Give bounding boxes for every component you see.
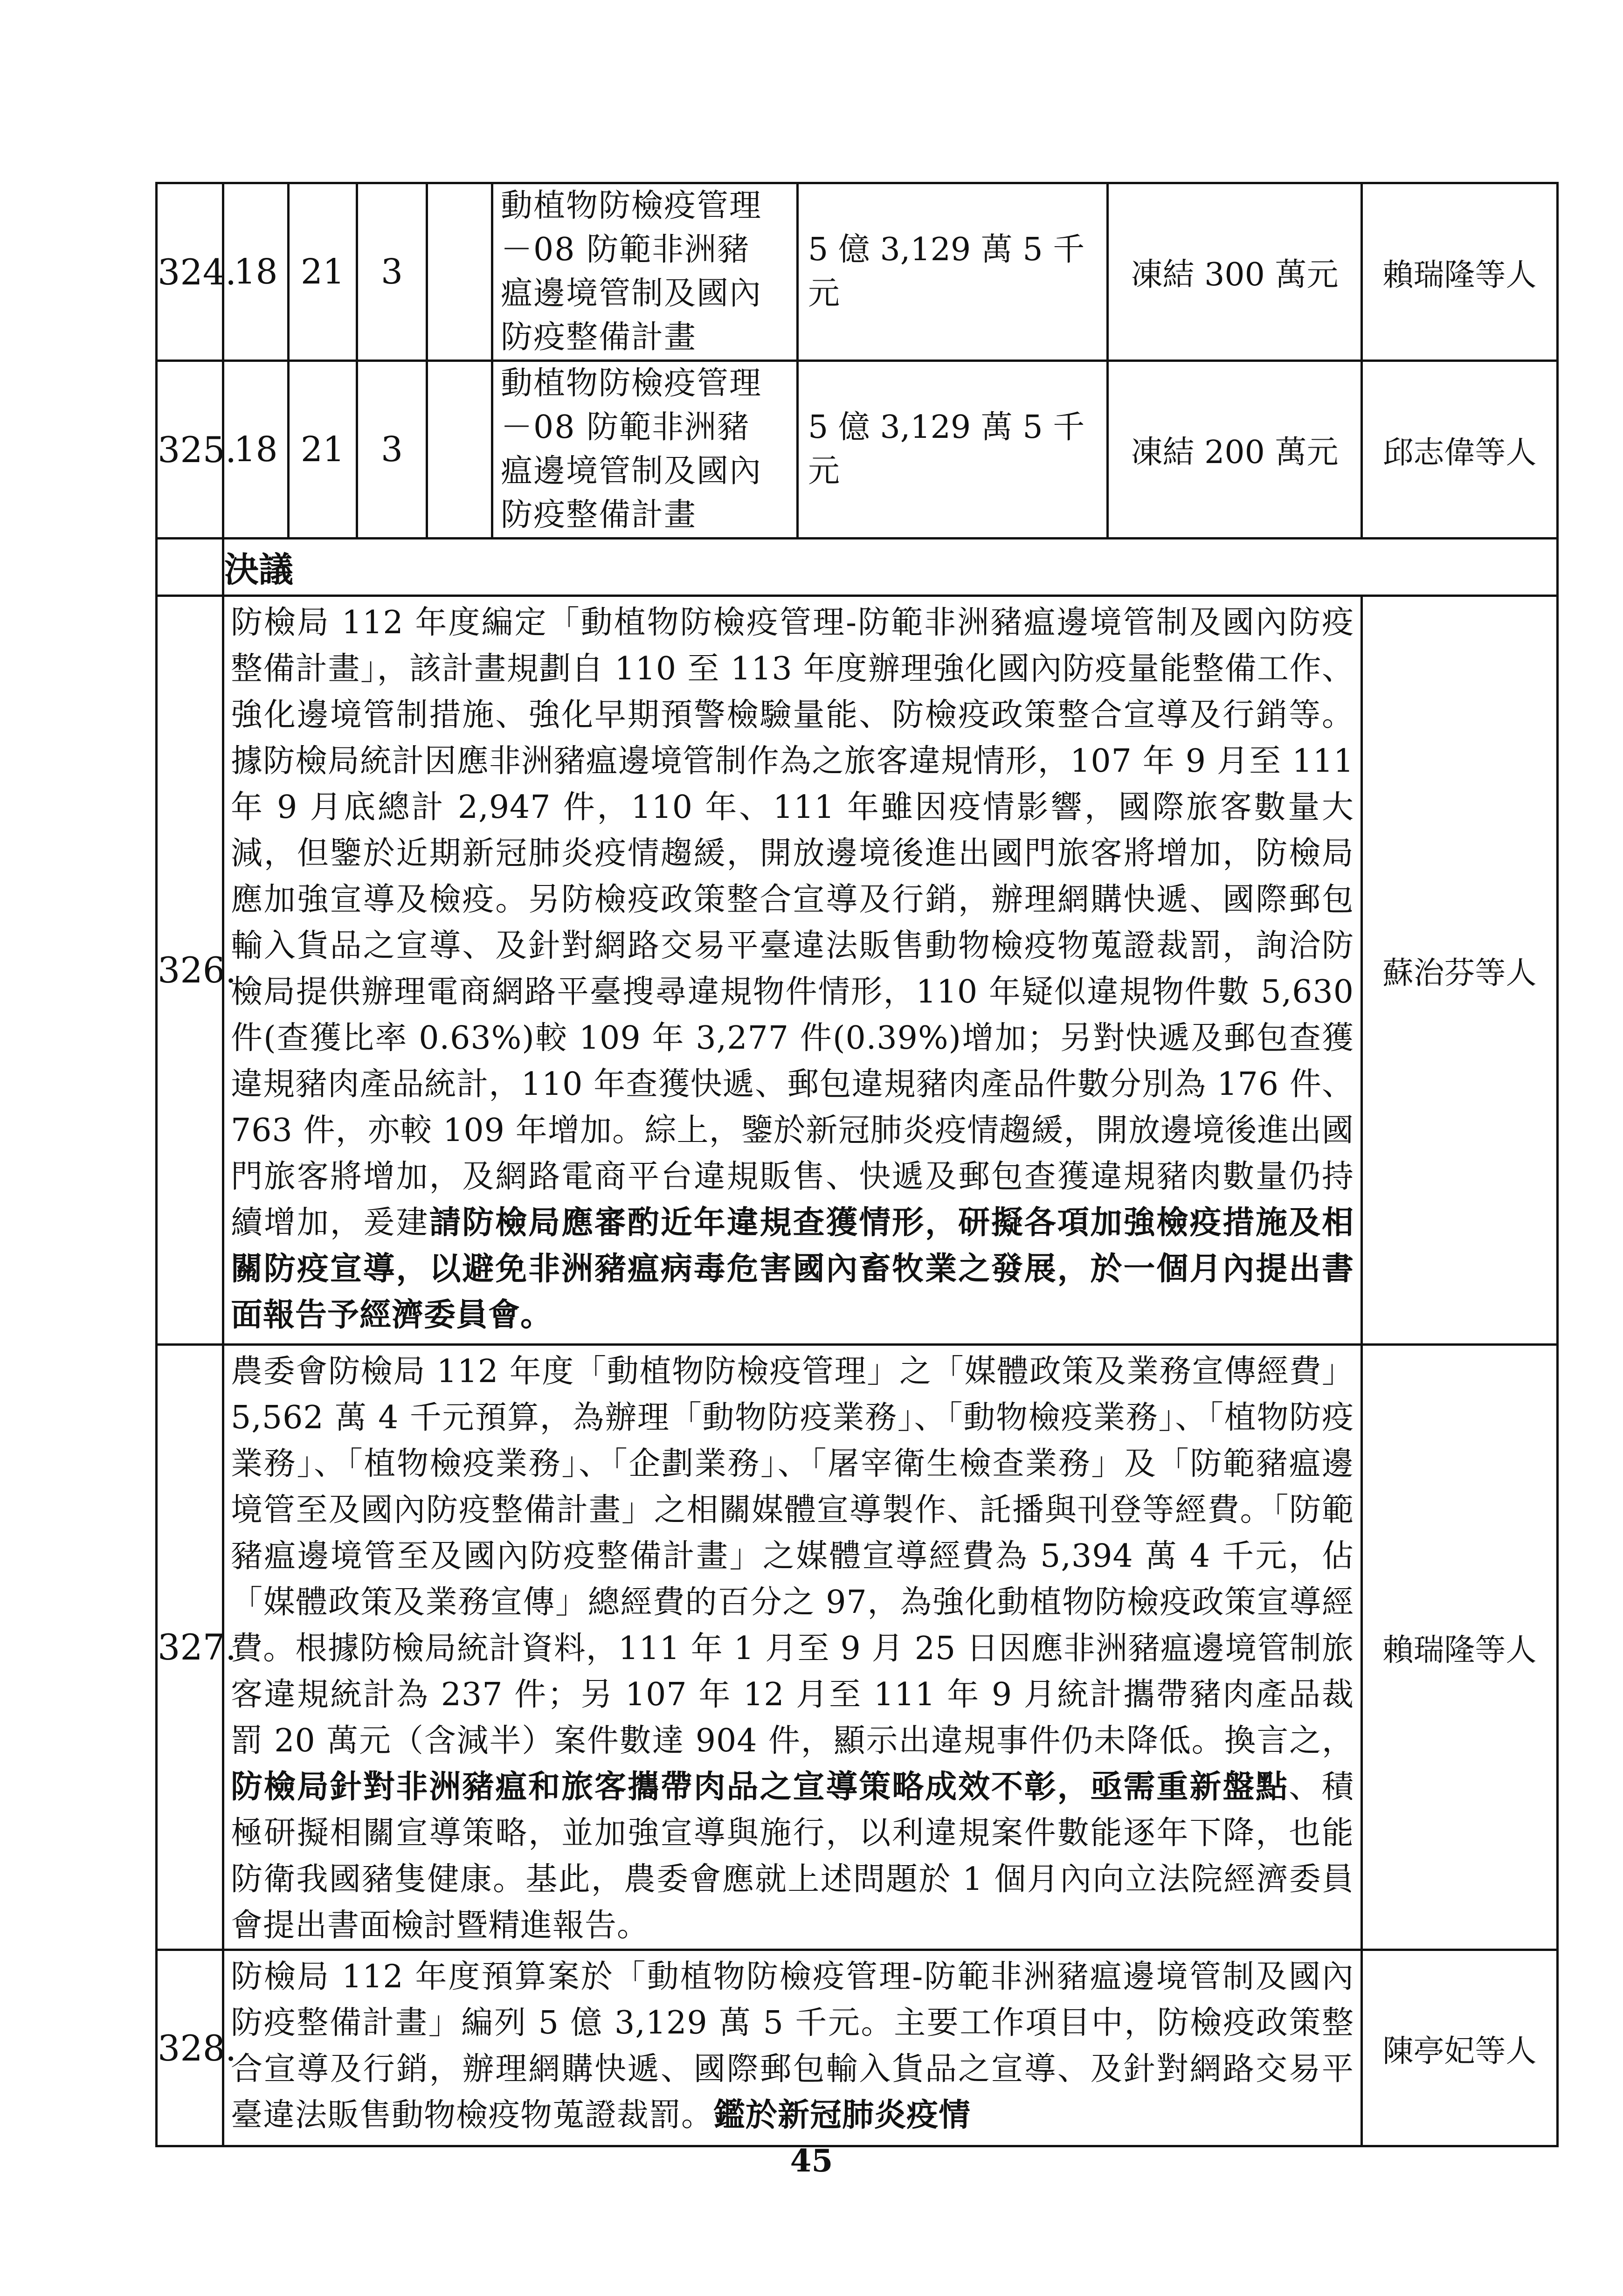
empty-cell	[427, 361, 492, 539]
action-cell: 凍結 300 萬元	[1108, 183, 1362, 361]
table-row	[157, 596, 1558, 1345]
proposer-cell: 賴瑞隆等人	[1362, 1345, 1558, 1950]
row-number: 325.	[157, 361, 223, 539]
row-number: 328.	[157, 1950, 223, 2146]
row-number: 324.	[157, 183, 223, 361]
code-cell: 21	[289, 183, 357, 361]
resolution-text-plain: 農委會防檢局 112 年度「動植物防檢疫管理」之「媒體政策及業務宣傳經費」5,562 萬 4 千元預算，為辦理「動物防疫業務」、「動物檢疫業務」、「植物防疫業務」、「植物檢疫業務」、「企劃業務」、「屠宰衛生檢查業務」及「防範豬瘟邊境管至及國內防疫整備計畫」之相關媒體宣導製作、託播與刊登等經費。「防範豬瘟邊境管至及國內防疫整備計畫」之媒體宣導經費為 5,394 萬 4 千元，佔「媒體政策及業務宣傳」總經費的百分之 97，為強化動植物防檢疫政策宣導經費。根據防檢局統計資料，111 年 1 月至 9 月 25 日因應非洲豬瘟邊境管制旅客違規統計為 237 件；另 107 年 12 月至 111 年 9 月統計攜帶豬肉產品裁罰 20 萬元（含減半）案件數達 904 件，顯示出違規事件仍未降低。換言之，	[231, 1353, 1354, 1759]
amount-line: 5 億 3,129 萬 5 千	[808, 231, 1085, 268]
amount-cell	[798, 361, 1108, 539]
item-line: 防疫整備計畫	[501, 497, 697, 533]
section-header: 決議	[223, 539, 1558, 596]
resolution-text	[223, 1950, 1362, 2146]
item-name-cell	[492, 361, 798, 539]
section-header-row	[157, 539, 1558, 596]
resolution-text-plain: 防檢局 112 年度預算案於「動植物防檢疫管理-防範非洲豬瘟邊境管制及國內防疫整備計畫」編列 5 億 3,129 萬 5 千元。主要工作項目中，防檢疫政策整合宣導及行銷，辦理網購快遞、國際郵包輸入貨品之宣導、及針對網路交易平臺違法販售動物檢疫物蒐證裁罰。	[231, 1958, 1354, 2134]
item-line: 瘟邊境管制及國內	[501, 453, 762, 490]
item-name-cell	[492, 183, 798, 361]
page-number: 45	[790, 2143, 833, 2179]
table-row	[157, 361, 1558, 539]
item-line: 動植物防檢疫管理	[501, 365, 762, 402]
resolution-text	[223, 596, 1362, 1345]
proposer-cell: 邱志偉等人	[1362, 361, 1558, 539]
resolution-text-plain: 防檢局 112 年度編定「動植物防檢疫管理-防範非洲豬瘟邊境管制及國內防疫整備計畫」，該計畫規劃自 110 至 113 年度辦理強化國內防疫量能整備工作、強化邊境管制措施、強化早期預警檢驗量能、防檢疫政策整合宣導及行銷等。據防檢局統計因應非洲豬瘟邊境管制作為之旅客違規情形，107 年 9 月至 111 年 9 月底總計 2,947 件，110 年、111 年雖因疫情影響，國際旅客數量大減，但鑒於近期新冠肺炎疫情趨緩，開放邊境後進出國門旅客將增加，防檢局應加強宣導及檢疫。另防檢疫政策整合宣導及行銷，辦理網購快遞、國際郵包輸入貨品之宣導、及針對網路交易平臺違法販售動物檢疫物蒐證裁罰，詢洽防檢局提供辦理電商網路平臺搜尋違規物件情形，110 年疑似違規物件數 5,630 件(查獲比率 0.63%)較 109 年 3,277 件(0.39%)增加；另對快遞及郵包查獲違規豬肉產品統計，110 年查獲快遞、郵包違規豬肉產品件數分別為 176 件、763 件，亦較 109 年增加。綜上，鑒於新冠肺炎疫情趨緩，開放邊境後進出國門旅客將增加，及網路電商平台違規販售、快遞及郵包查獲違規豬肉數量仍持續增加，爰建	[231, 604, 1354, 1241]
table-row	[157, 1950, 1558, 2146]
code-cell: 3	[357, 183, 427, 361]
amount-cell	[798, 183, 1108, 361]
item-line: 動植物防檢疫管理	[501, 187, 762, 224]
row-number: 326.	[157, 596, 223, 1345]
code-cell: 18	[223, 183, 289, 361]
resolution-text-tail: 、積極研擬相關宣導策略，並加強宣導與施行，以利違規案件數能逐年下降，也能防衛我國豬隻健康。基此，農委會應就上述問題於 1 個月內向立法院經濟委員會提出書面檢討暨精進報告。	[231, 1769, 1354, 1944]
header-blank-cell	[157, 539, 223, 596]
resolution-text-bold: 防檢局針對非洲豬瘟和旅客攜帶肉品之宣導策略成效不彰，亟需重新盤點	[231, 1768, 1289, 1805]
amount-line: 元	[808, 275, 840, 312]
proposer-cell: 陳亭妃等人	[1362, 1950, 1558, 2146]
resolution-text-bold: 請防檢局應審酌近年違規查獲情形，研擬各項加強檢疫措施及相關防疫宣導，以避免非洲豬瘟病毒危害國內畜牧業之發展，於一個月內提出書面報告予經濟委員會。	[231, 1204, 1354, 1334]
proposer-cell: 蘇治芬等人	[1362, 596, 1558, 1345]
resolution-text	[223, 1345, 1362, 1950]
item-line: －08 防範非洲豬	[501, 409, 750, 446]
empty-cell	[427, 183, 492, 361]
row-number: 327.	[157, 1345, 223, 1950]
item-line: 防疫整備計畫	[501, 319, 697, 356]
item-line: －08 防範非洲豬	[501, 231, 750, 268]
code-cell: 18	[223, 361, 289, 539]
proposer-cell: 賴瑞隆等人	[1362, 183, 1558, 361]
budget-table	[155, 182, 1559, 2147]
code-cell: 21	[289, 361, 357, 539]
amount-line: 元	[808, 453, 840, 490]
resolution-text-bold: 鑑於新冠肺炎疫情	[713, 2096, 971, 2134]
amount-line: 5 億 3,129 萬 5 千	[808, 409, 1085, 446]
action-cell: 凍結 200 萬元	[1108, 361, 1362, 539]
code-cell: 3	[357, 361, 427, 539]
table-row	[157, 183, 1558, 361]
table-row	[157, 1345, 1558, 1950]
item-line: 瘟邊境管制及國內	[501, 275, 762, 312]
